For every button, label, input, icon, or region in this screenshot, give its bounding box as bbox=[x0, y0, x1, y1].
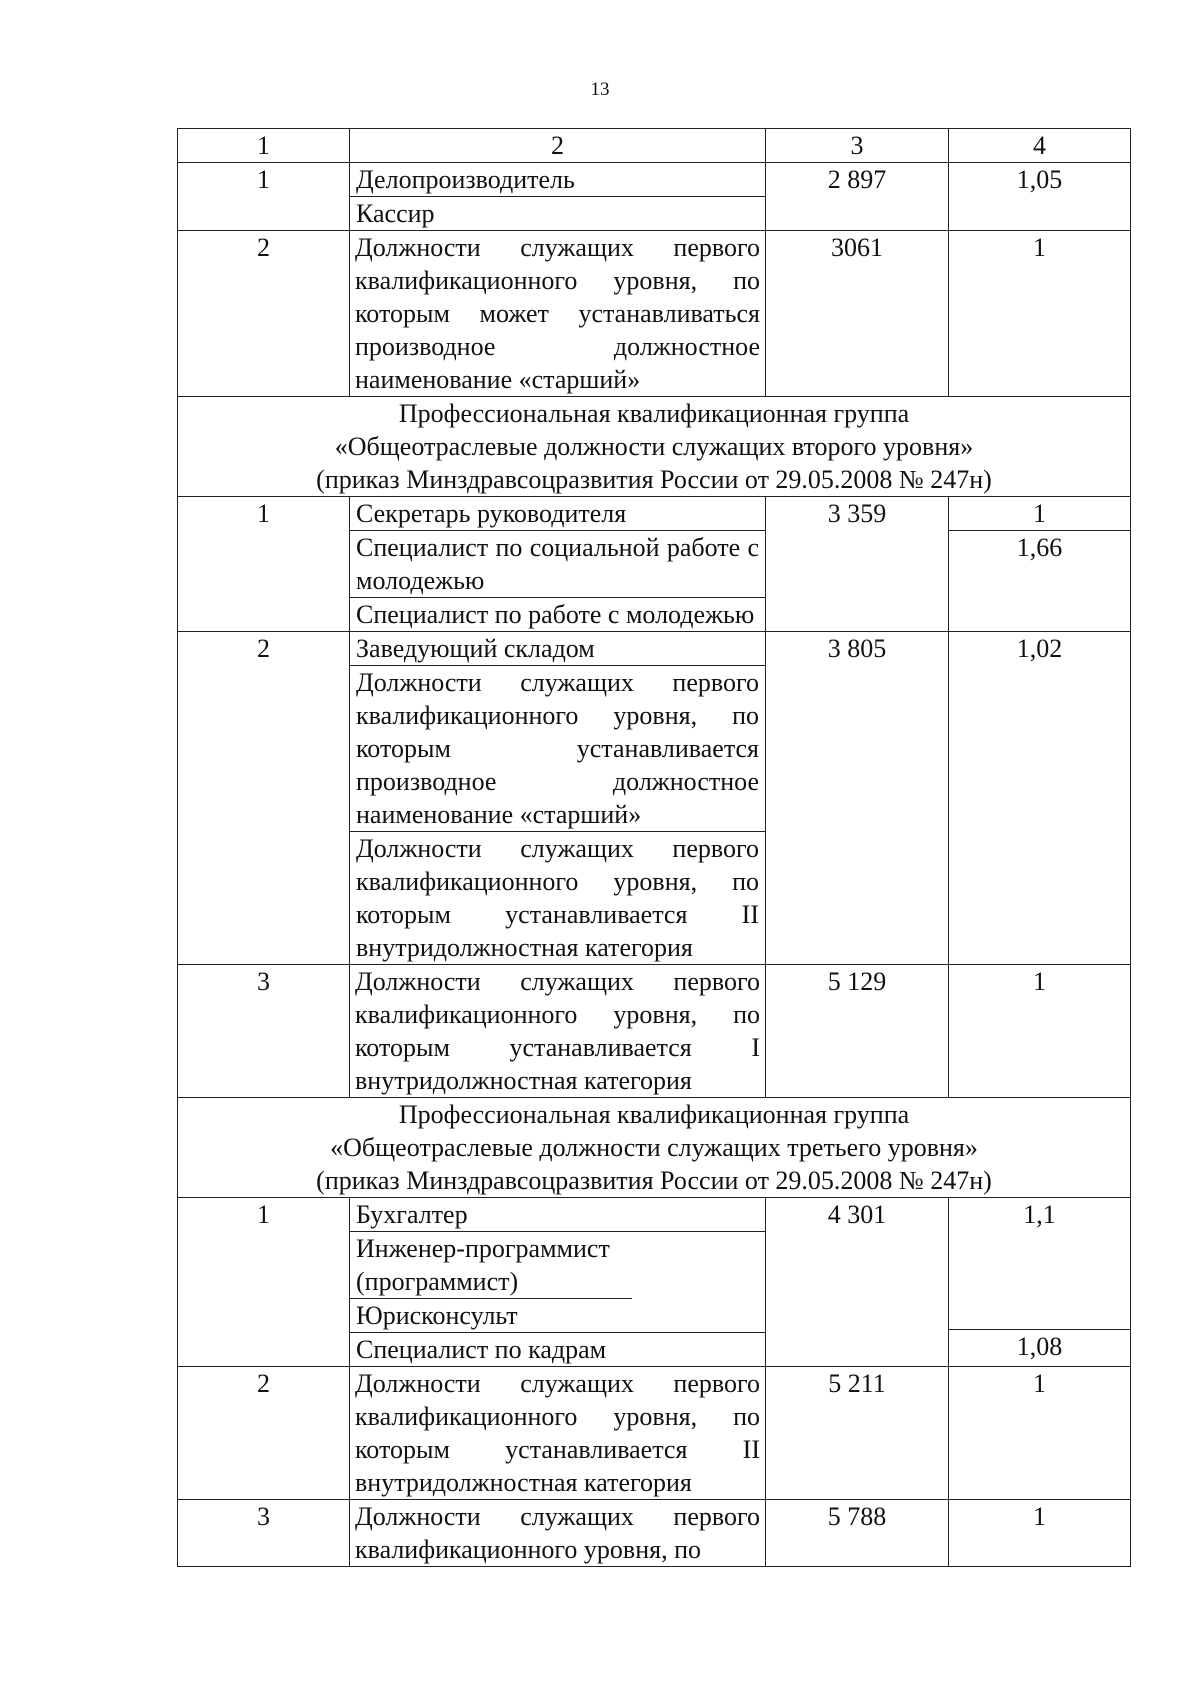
salary-value: 5 129 bbox=[766, 965, 949, 1098]
level-number: 3 bbox=[178, 965, 350, 1098]
position-name: Инженер-программист (программист) bbox=[350, 1232, 632, 1299]
coefficient-value: 1 bbox=[949, 497, 1130, 531]
group-title: Профессиональная квалификационная группа bbox=[398, 399, 910, 428]
group-title: Профессиональная квалификационная группа bbox=[398, 1100, 910, 1129]
salary-value: 2 897 bbox=[766, 163, 949, 231]
position-name: Должности служащих первого квалификационного уровня, по которым устанавливается II внутридолжностная категория bbox=[356, 834, 759, 962]
table-row bbox=[178, 965, 1131, 1098]
group-title-row bbox=[178, 1098, 1131, 1198]
table-row bbox=[178, 1367, 1131, 1500]
position-name: Должности служащих первого квалификационного уровня, по которым устанавливается производное должностное наименование «старший» bbox=[350, 666, 765, 832]
salary-value: 3 359 bbox=[766, 497, 949, 632]
level-number: 2 bbox=[178, 632, 350, 965]
group-title: «Общеотраслевые должности служащих второго уровня» bbox=[334, 432, 974, 461]
position-name: Специалист по социальной работе с молодежью bbox=[350, 531, 765, 598]
group-title-row bbox=[178, 397, 1131, 497]
salary-value: 3 805 bbox=[766, 632, 949, 965]
position-name: Специалист по кадрам bbox=[356, 1335, 607, 1364]
table-row bbox=[178, 231, 1131, 397]
level-number: 2 bbox=[178, 1367, 350, 1500]
position-name: Специалист по работе с молодежью bbox=[356, 600, 755, 629]
salary-value: 5 788 bbox=[766, 1500, 949, 1567]
table-header-row bbox=[178, 129, 1131, 163]
position-name: Кассир bbox=[356, 199, 435, 228]
coefficient-value: 1,1 bbox=[949, 1198, 1130, 1330]
group-title: «Общеотраслевые должности служащих третьего уровня» bbox=[330, 1133, 978, 1162]
salary-value: 4 301 bbox=[766, 1198, 949, 1367]
table-row bbox=[178, 497, 1131, 632]
salary-table bbox=[177, 128, 1131, 1567]
position-name: Бухгалтер bbox=[350, 1198, 765, 1232]
position-name: Должности служащих первого квалификационного уровня, по которым устанавливается I внутридолжностная категория bbox=[350, 965, 766, 1098]
table-row bbox=[178, 163, 1131, 231]
level-number: 3 bbox=[178, 1500, 350, 1567]
header-cell: 3 bbox=[766, 129, 949, 163]
salary-value: 3061 bbox=[766, 231, 949, 397]
table-row bbox=[178, 1500, 1131, 1567]
table-row bbox=[178, 1198, 1131, 1367]
salary-value: 5 211 bbox=[766, 1367, 949, 1500]
group-order-reference: (приказ Минздравсоцразвития России от 29.05.2008 № 247н) bbox=[316, 1166, 992, 1195]
coefficient-value: 1 bbox=[949, 1367, 1131, 1500]
coefficient-value: 1,08 bbox=[1016, 1332, 1063, 1361]
table-row bbox=[178, 632, 1131, 965]
position-name: Заведующий складом bbox=[350, 632, 765, 666]
coefficient-value: 1 bbox=[949, 1500, 1131, 1567]
level-number: 1 bbox=[178, 497, 350, 632]
header-cell: 2 bbox=[350, 129, 766, 163]
position-name: Должности служащих первого квалификационного уровня, по bbox=[350, 1500, 766, 1567]
position-name: Должности служащих первого квалификационного уровня, по которым может устанавливаться производное должностное наименование «старший» bbox=[350, 231, 766, 397]
level-number: 1 bbox=[178, 163, 350, 231]
header-cell: 4 bbox=[949, 129, 1131, 163]
position-name: Делопроизводитель bbox=[350, 163, 765, 197]
position-name: Юрисконсульт bbox=[350, 1299, 765, 1333]
position-name: Должности служащих первого квалификационного уровня, по которым устанавливается II внутридолжностная категория bbox=[350, 1367, 766, 1500]
coefficient-value: 1,66 bbox=[1016, 533, 1063, 562]
coefficient-value: 1 bbox=[949, 231, 1131, 397]
level-number: 1 bbox=[178, 1198, 350, 1367]
group-order-reference: (приказ Минздравсоцразвития России от 29.05.2008 № 247н) bbox=[316, 465, 992, 494]
level-number: 2 bbox=[178, 231, 350, 397]
header-cell: 1 bbox=[178, 129, 350, 163]
page-number: 13 bbox=[590, 79, 610, 100]
coefficient-value: 1 bbox=[949, 965, 1131, 1098]
coefficient-value: 1,05 bbox=[949, 163, 1131, 231]
position-name: Секретарь руководителя bbox=[350, 497, 765, 531]
coefficient-value: 1,02 bbox=[949, 632, 1131, 965]
